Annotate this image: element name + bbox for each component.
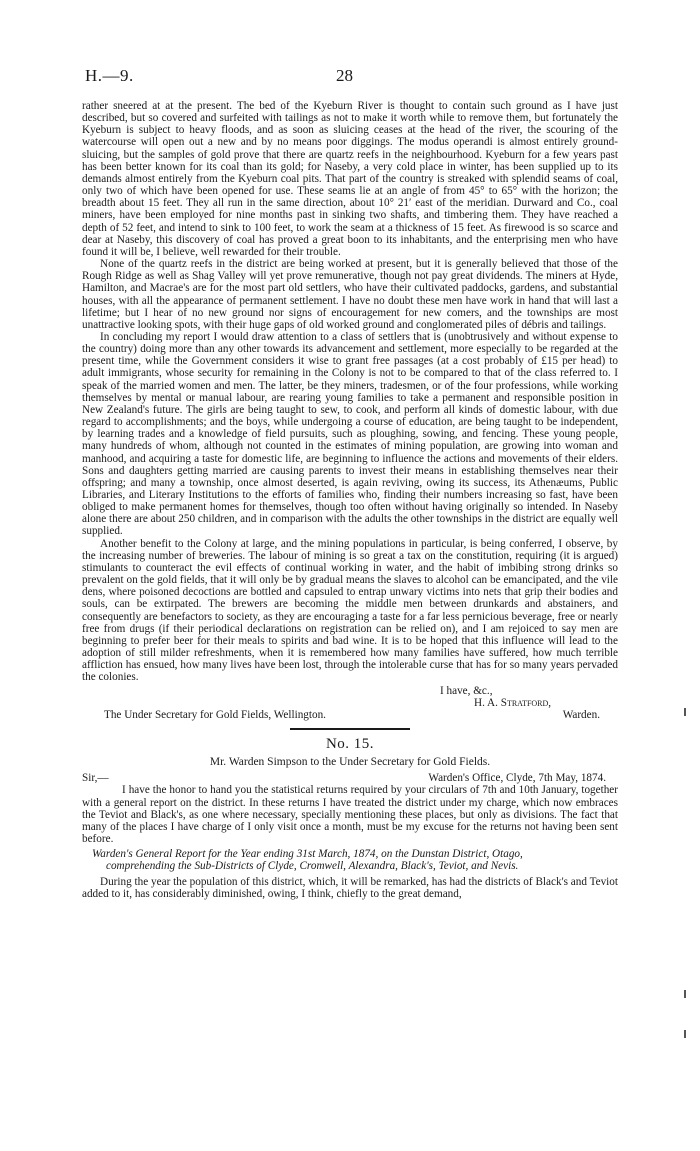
paragraph-quartz-reefs: None of the quartz reefs in the district are being worked at present, but it is generally believed that those of the Rough Ridge as well as Shag Valley will yet prove remunerative, though not pay great dividends. The miners at Hyde, Hamilton, and Macrae's are for the most part old settlers, who have their cultivated paddocks, gardens, and substantial houses, with all the appearance of permanent settlement. I have no doubt these men have work in hand that will last a lifetime; but I hear of no new ground nor signs of encouragement for new comers, and the townships are most unattractive looking spots, with their huge gaps of old worked ground and conglomerated piles of débris and tailings. xyxy=(82,258,618,331)
report-body xyxy=(82,100,618,900)
dateline: Warden's Office, Clyde, 7th May, 1874. xyxy=(428,772,606,785)
paragraph-intro: I have the honor to hand you the statistical returns required by your circulars of 7th and 10th January, together with a general report on the district. In these returns I have treated the district under my charge, which now embraces the Teviot and Black's, as one where necessary, specially mentioning these places, but only as divisions. The fact that many of the places I have charge of I only visit once a month, must be my excuse for the returns not having been sent before. xyxy=(82,784,618,846)
paragraph-settlers: In concluding my report I would draw attention to a class of settlers that is (unobtrusively and without expense to the country) doing more than any other towards its advancement and settlement, more especially to be regarded at the present time, while the Government considers it wise to grant free passages (at a cost probably of £15 per head) to adult immigrants, whose security for remaining in the Colony is not to be compared to that of the class referred to. I speak of the married women and men. The latter, be they miners, tradesmen, or of the four professions, while working themselves by mental or manual labour, are rearing young families to take a permanent and responsible position in New Zealand's future. The girls are being taught to sew, to cook, and perform all kinds of domestic labour, with due regard to accomplishments; and the boys, while undergoing a course of education, are being taught to be independent, by learning trades and a knowledge of field pursuits, such as ploughing, sowing, and fencing. These young people, many hundreds of whom, although not counted in the estimates of mining population, are growing into woman and manhood, and acquiring a taste for domestic life, are beginning to influence the actions and movements of their elders. Sons and daughters getting married are causing parents to invest their means in establishing themselves near their offspring; and many a township, once almost deserted, is again reviving, owing its success, its Athenæums, Public Libraries, and Literary Institutions to the efforts of families who, finding their numbers increasing so fast, have been obliged to make permanent homes for themselves, though too often without having originally so intended. In Naseby alone there are about 250 children, and in comparison with the adults the other townships in the district are equally well supplied. xyxy=(82,330,618,538)
signature: H. A. Stratford, xyxy=(474,696,552,709)
letter-number: No. 15. xyxy=(325,735,375,752)
addressee: The Under Secretary for Gold Fields, Wellington. xyxy=(104,708,326,721)
paragraph-population: During the year the population of this district, which, it will be remarked, has had the districts of Black's and Teviot added to it, has considerably diminished, owing, I think, chiefly to the great demand, xyxy=(82,875,618,900)
page-number: 28 xyxy=(336,66,353,85)
report-title xyxy=(82,848,618,872)
addressee-line xyxy=(82,709,618,721)
salutation-line xyxy=(82,772,618,784)
paragraph-kyeburn: rather sneered at at the present. The bed of the Kyeburn River is thought to contain such ground as I have just described, but so covered and surfeited with tailings as not to make it worth while to remove them, but fortunately the Kyeburn is subject to heavy floods, and as soon as sluicing ceases at the head of the river, the scouring of the watercourse will open out a new and by no means poor diggings. The modus operandi is almost entirely ground-sluicing, but the samples of gold prove that there are quartz reefs in the neighbourhood. Kyeburn for a few years past has been better known for its coal than its gold; for Naseby, a very cold place in winter, has been supplied up to its demands almost entirely from the Kyeburn coal pits. That part of the country is streaked with splendid seams of coal, only two of which have been opened for use. These seams lie at an angle of from 45° to 65° with the horizon; the breadth about 15 feet. They all run in the same direction, about 10° 21′ east of the meridian. Durward and Co., coal miners, have been employed for nine months past in sinking two shafts, and timbering them. They have reached a depth of 52 feet, and intend to sink to 100 feet, to work the seam at a thickness of 15 feet. As firewood is so scarce and dear at Naseby, this discovery of coal has proved a great boon to its inhabitants, and the enterprising men who have found it will be, I believe, well rewarded for their trouble. xyxy=(82,100,618,258)
document-reference: H.—9. xyxy=(85,66,134,85)
report-title-line-1: Warden's General Report for the Year ending 31st March, 1874, on the Dunstan District, Otago, xyxy=(92,848,523,861)
signatory-title: Warden. xyxy=(562,708,600,721)
section-divider xyxy=(290,728,410,730)
salutation: Sir,— xyxy=(82,772,109,785)
closing-formula: I have, &c., xyxy=(440,684,493,697)
letter-from-to: Mr. Warden Simpson to the Under Secretary for Gold Fields. xyxy=(209,756,491,769)
paragraph-breweries: Another benefit to the Colony at large, and the mining populations in particular, is being conferred, I observe, by the increasing number of breweries. The labour of mining is so great a tax on the constitution, requiring (it is argued) stimulants to counteract the evil effects of continual working in water, and the habit of imbibing strong drinks so prevalent on the gold fields, that it will only be by gradual means the slaves to alcohol can be emancipated, and the vile dens, where poisoned decoctions are bottled and capsuled to entrap unwary victims into nets that grip their bodies and souls, can be extirpated. The brewers are becoming the middle men between drunkards and abstainers, and consequently are benefactors to society, as they are encouraging a taste for a far less pernicious beverage, free or nearly free from drugs (if their periodical declarations on registration can be relied on), and I am rejoiced to say men are beginning to prefer beer for their meals to spirits and bad wine. It is to be hoped that this influence will lead to the adoption of still milder refreshments, when it is remembered how many families have suffered, how much terrible affliction has ensued, how many lives have been lost, through the intolerable curse that has for so many years pervaded the colonies. xyxy=(82,537,618,684)
report-title-line-2: comprehending the Sub-Districts of Clyde, Cromwell, Alexandra, Black's, Teviot, and Nevis. xyxy=(106,860,519,873)
margin-mark xyxy=(684,708,686,716)
page-header xyxy=(0,66,700,86)
margin-mark xyxy=(684,990,686,998)
margin-mark xyxy=(684,1030,686,1038)
letter-closing xyxy=(82,685,618,721)
